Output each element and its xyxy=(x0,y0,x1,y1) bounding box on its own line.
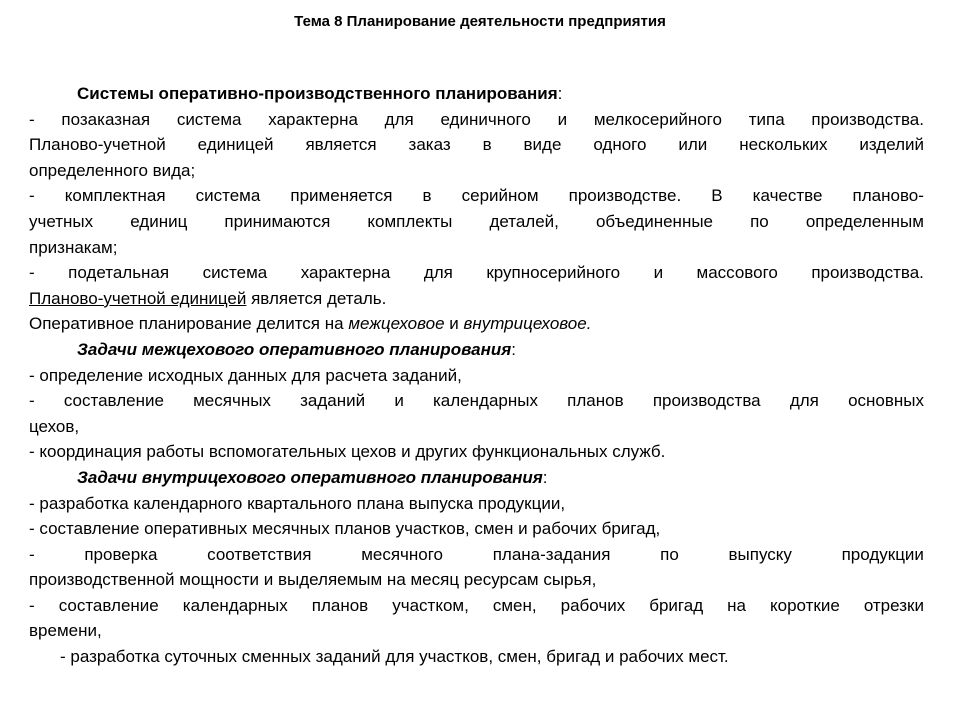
word: и xyxy=(653,263,664,283)
word: одного xyxy=(593,135,647,155)
word: составление xyxy=(63,391,164,411)
inter-line-4: - координация работы вспомогательных цехов и других функциональных служб. xyxy=(29,442,666,462)
intra-heading-text: Задачи внутрицехового оперативного планирования xyxy=(77,467,543,487)
systems-line-6: признакам; xyxy=(29,237,118,257)
word: в xyxy=(422,186,432,206)
slide-body xyxy=(29,81,924,670)
word: единиц xyxy=(130,211,188,231)
systems-line-9-and: и xyxy=(444,314,464,334)
word: единицей xyxy=(197,135,274,155)
intra-line-3 xyxy=(29,542,924,568)
intra-line-5 xyxy=(29,593,924,619)
intra-heading-colon: : xyxy=(542,467,548,487)
inter-line-3: цехов, xyxy=(29,416,80,436)
word: - xyxy=(29,109,35,129)
systems-line-8 xyxy=(29,286,924,312)
word: для xyxy=(789,391,819,411)
word: или xyxy=(678,135,708,155)
word: месячного xyxy=(361,544,444,564)
word: мелкосерийного xyxy=(593,109,722,129)
word: основных xyxy=(848,391,924,411)
word: планов xyxy=(567,391,624,411)
systems-line-9-intershop: межцеховое xyxy=(348,314,445,334)
word: заказ xyxy=(408,135,451,155)
word: - xyxy=(29,263,35,283)
word: календарных xyxy=(433,391,538,411)
inter-heading xyxy=(29,337,924,363)
word: массового xyxy=(696,263,778,283)
systems-line-9-a: Оперативное планирование делится на xyxy=(29,314,349,334)
word: планово- xyxy=(852,186,924,206)
systems-line-8-rest: является деталь. xyxy=(246,288,387,308)
word: система xyxy=(176,109,242,129)
word: календарных xyxy=(182,595,288,615)
systems-heading xyxy=(29,81,924,107)
word: виде xyxy=(523,135,562,155)
word: - xyxy=(29,186,35,206)
word: изделий xyxy=(859,135,924,155)
word: является xyxy=(305,135,377,155)
systems-heading-colon: : xyxy=(557,84,563,103)
word: качестве xyxy=(752,186,823,206)
word: - xyxy=(29,391,35,411)
word: смен, xyxy=(492,595,537,615)
word: выпуску xyxy=(728,544,792,564)
word: бригад xyxy=(649,595,704,615)
systems-line-2 xyxy=(29,132,924,158)
slide-title: Тема 8 Планирование деятельности предприятия xyxy=(294,13,666,30)
word: позаказная xyxy=(61,109,151,129)
word: отрезки xyxy=(863,595,924,615)
inter-heading-colon: : xyxy=(511,339,516,359)
word: для xyxy=(384,109,414,129)
word: для xyxy=(423,263,453,283)
word: система xyxy=(202,263,268,283)
word: характерна xyxy=(300,263,391,283)
word: производства. xyxy=(811,263,924,283)
word: по xyxy=(660,544,679,564)
inter-line-2 xyxy=(29,388,924,414)
systems-line-4 xyxy=(29,183,924,209)
systems-line-3: определенного вида; xyxy=(29,160,196,180)
word: типа xyxy=(748,109,785,129)
word: плана-задания xyxy=(492,544,611,564)
inter-heading-text: Задачи межцехового оперативного планирования xyxy=(77,339,512,359)
intra-line-1: - разработка календарного квартального плана выпуска продукции, xyxy=(29,493,566,513)
word: комплекты xyxy=(367,211,453,231)
word: характерна xyxy=(268,109,358,129)
word: составление xyxy=(58,595,159,615)
word: деталей, xyxy=(489,211,559,231)
systems-line-9 xyxy=(29,311,924,337)
word: нескольких xyxy=(739,135,828,155)
word: крупносерийного xyxy=(486,263,621,283)
word: комплектная xyxy=(64,186,166,206)
word: объединенные xyxy=(595,211,714,231)
word: по xyxy=(750,211,769,231)
intra-heading xyxy=(29,465,924,491)
word: В xyxy=(711,186,723,206)
word: производства xyxy=(652,391,761,411)
word: определенным xyxy=(805,211,924,231)
intra-line-7: - разработка суточных сменных заданий для участков, смен, бригад и рабочих мест. xyxy=(60,647,729,667)
word: - xyxy=(29,595,35,615)
word: заданий xyxy=(300,391,366,411)
word: на xyxy=(727,595,746,615)
systems-line-1 xyxy=(29,107,924,133)
word: единичного xyxy=(440,109,531,129)
planning-unit-underlined: Планово-учетной единицей xyxy=(29,288,247,308)
word: соответствия xyxy=(207,544,312,564)
systems-line-7 xyxy=(29,260,924,286)
intra-line-2: - составление оперативных месячных планов участков, смен и рабочих бригад, xyxy=(29,519,661,539)
word: в xyxy=(482,135,492,155)
word: - xyxy=(29,544,35,564)
word: система xyxy=(195,186,261,206)
intra-line-4: производственной мощности и выделяемым на месяц ресурсам сырья, xyxy=(29,570,597,590)
word: серийном xyxy=(461,186,539,206)
word: учетных xyxy=(29,211,94,231)
word: и xyxy=(394,391,404,411)
word: месячных xyxy=(193,391,271,411)
inter-line-1: - определение исходных данных для расчета заданий, xyxy=(29,365,462,385)
systems-line-5 xyxy=(29,209,924,235)
systems-heading-text: Системы оперативно-производственного планирования xyxy=(77,84,558,103)
word: применяется xyxy=(290,186,393,206)
systems-line-9-intrashop: внутрицеховое. xyxy=(463,314,592,334)
word: проверка xyxy=(84,544,158,564)
word: короткие xyxy=(770,595,840,615)
word: продукции xyxy=(841,544,924,564)
word: производстве. xyxy=(568,186,682,206)
word: подетальная xyxy=(68,263,170,283)
word: участком, xyxy=(392,595,469,615)
intra-line-6: времени, xyxy=(29,621,102,641)
word: планов xyxy=(311,595,369,615)
word: рабочих xyxy=(560,595,626,615)
word: производства. xyxy=(811,109,924,129)
word: Планово-учетной xyxy=(29,135,166,155)
word: и xyxy=(557,109,568,129)
word: принимаются xyxy=(224,211,331,231)
